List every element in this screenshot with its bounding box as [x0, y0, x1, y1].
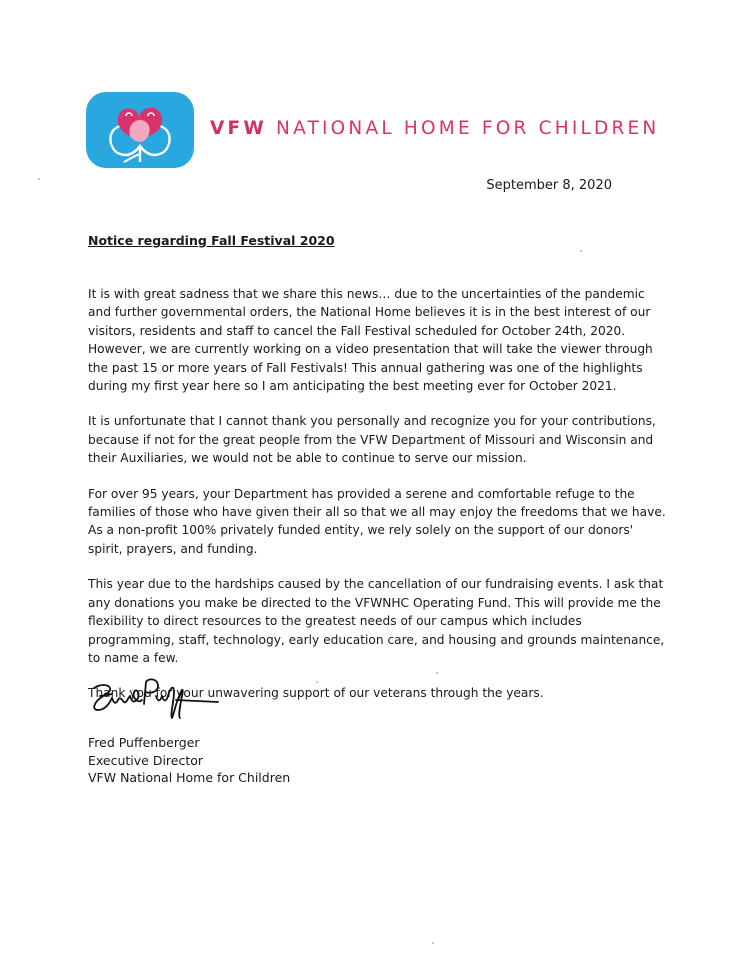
handwritten-signature-icon: [86, 674, 226, 722]
scan-speck: [436, 672, 438, 674]
organization-name-rest: NATIONAL HOME FOR CHILDREN: [266, 118, 660, 139]
body-paragraph: It is with great sadness that we share this news… due to the uncertainties of the pandemic and further governmental orders, the National Home believes it is in the best interest of our visitors, residents and staff to cancel the Fall Festival scheduled for October 24th, 2020. However, we are currently working on a video presentation that will take the viewer through the past 15 or more years of Fall Festivals! This annual gathering was one of the highlights during my first year here so I am anticipating the best meeting ever for October 2021.: [88, 287, 653, 394]
letterhead: [86, 92, 660, 172]
letter-subject: Notice regarding Fall Festival 2020: [88, 233, 335, 248]
signer-organization: VFW National Home for Children: [88, 770, 291, 785]
scan-speck: [316, 681, 318, 683]
organization-name-bold: VFW: [210, 118, 267, 139]
vfw-heart-logo-icon: [86, 92, 194, 168]
signer-title: Executive Director: [88, 752, 204, 768]
letter-date: September 8, 2020: [486, 178, 612, 193]
letter-body: [88, 285, 668, 720]
scan-speck: [432, 942, 434, 944]
body-paragraph: Thank you for your unwavering support of our veterans through the years.: [88, 686, 544, 701]
body-paragraph: For over 95 years, your Department has provided a serene and comfortable refuge to the families of those who have given their all so that we all may enjoy the freedoms that we have. As a non-profit 100% privately funded entity, we rely solely on the support of our donors' spirit, prayers, and funding.: [88, 486, 666, 556]
scan-speck: [580, 250, 582, 252]
scan-speck: [38, 178, 40, 180]
signer-name: Fred Puffenberger: [88, 735, 200, 750]
organization-name: [210, 118, 659, 139]
signature-block: [88, 734, 290, 787]
body-paragraph: This year due to the hardships caused by the cancellation of our fundraising events. I ask that any donations you make be directed to the VFWNHC Operating Fund. This will provide me the flexibility to direct resources to the greatest needs of our campus which includes programming, staff, technology, early education care, and housing and grounds maintenance, to name a few.: [88, 577, 665, 665]
body-paragraph: It is unfortunate that I cannot thank you personally and recognize you for your contributions, because if not for the great people from the VFW Department of Missouri and Wisconsin and their Auxiliaries, we would not be able to continue to serve our mission.: [88, 414, 656, 466]
